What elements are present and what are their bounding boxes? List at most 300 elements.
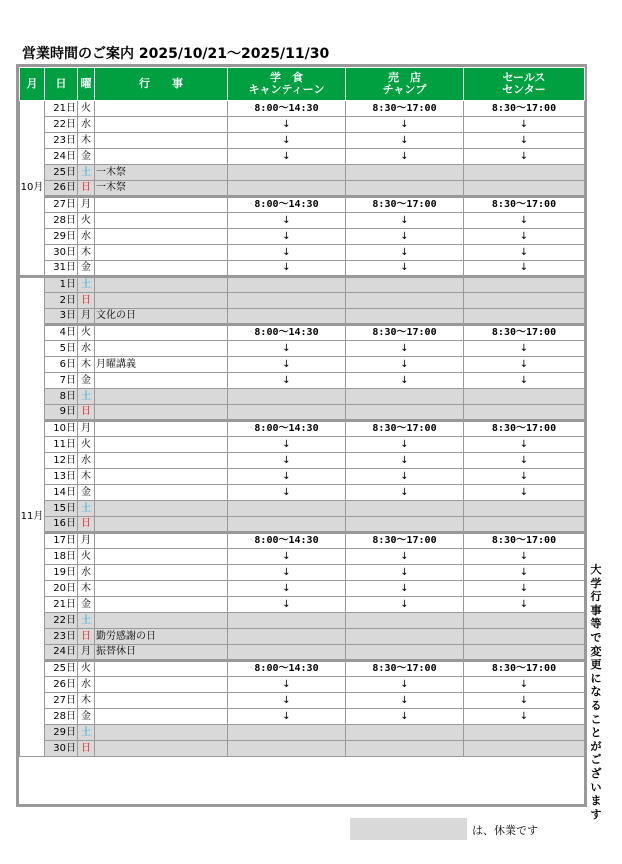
day-cell: 11日 xyxy=(45,437,78,453)
event-cell xyxy=(95,613,228,629)
hours-cell: 8:00～14:30 xyxy=(228,197,346,213)
same-hours-arrow-icon: ↓ xyxy=(346,213,464,229)
table-row xyxy=(20,741,585,757)
closed-cell xyxy=(464,645,585,661)
weekday-cell: 水 xyxy=(78,453,95,469)
same-hours-arrow-icon: ↓ xyxy=(346,341,464,357)
header-shop1-line2: キャンティーン xyxy=(248,83,325,96)
header-shop-sales-center xyxy=(464,68,585,101)
header-weekday: 曜 xyxy=(78,68,95,101)
same-hours-arrow-icon: ↓ xyxy=(228,261,346,277)
closed-cell xyxy=(464,293,585,309)
same-hours-arrow-icon: ↓ xyxy=(228,597,346,613)
day-cell: 31日 xyxy=(45,261,78,277)
day-cell: 25日 xyxy=(45,661,78,677)
event-cell: 勤労感謝の日 xyxy=(95,629,228,645)
table-row xyxy=(20,709,585,725)
weekday-cell: 火 xyxy=(78,437,95,453)
day-cell: 28日 xyxy=(45,709,78,725)
day-cell: 23日 xyxy=(45,133,78,149)
closed-cell xyxy=(346,629,464,645)
header-shop2-line2: チャンプ xyxy=(382,83,427,96)
hours-cell: 8:30～17:00 xyxy=(346,661,464,677)
weekday-cell: 日 xyxy=(78,741,95,757)
day-cell: 28日 xyxy=(45,213,78,229)
day-cell: 29日 xyxy=(45,229,78,245)
closed-cell xyxy=(464,309,585,325)
day-cell: 15日 xyxy=(45,501,78,517)
closed-cell xyxy=(228,165,346,181)
weekday-cell: 木 xyxy=(78,693,95,709)
closed-cell xyxy=(228,501,346,517)
same-hours-arrow-icon: ↓ xyxy=(228,213,346,229)
day-cell: 8日 xyxy=(45,389,78,405)
event-cell xyxy=(95,597,228,613)
weekday-cell: 日 xyxy=(78,629,95,645)
table-row xyxy=(20,197,585,213)
day-cell: 25日 xyxy=(45,165,78,181)
table-row xyxy=(20,421,585,437)
closed-cell xyxy=(346,613,464,629)
same-hours-arrow-icon: ↓ xyxy=(346,453,464,469)
table-row xyxy=(20,149,585,165)
day-cell: 20日 xyxy=(45,581,78,597)
day-cell: 7日 xyxy=(45,373,78,389)
table-row xyxy=(20,725,585,741)
weekday-cell: 木 xyxy=(78,133,95,149)
table-row xyxy=(20,165,585,181)
day-cell: 22日 xyxy=(45,613,78,629)
table-row xyxy=(20,469,585,485)
same-hours-arrow-icon: ↓ xyxy=(228,117,346,133)
table-row xyxy=(20,373,585,389)
same-hours-arrow-icon: ↓ xyxy=(228,677,346,693)
weekday-cell: 金 xyxy=(78,373,95,389)
event-cell: 振替休日 xyxy=(95,645,228,661)
event-cell xyxy=(95,549,228,565)
day-cell: 24日 xyxy=(45,645,78,661)
closed-cell xyxy=(464,165,585,181)
event-cell xyxy=(95,341,228,357)
table-row xyxy=(20,453,585,469)
event-cell: 文化の日 xyxy=(95,309,228,325)
same-hours-arrow-icon: ↓ xyxy=(228,453,346,469)
same-hours-arrow-icon: ↓ xyxy=(228,693,346,709)
day-cell: 3日 xyxy=(45,309,78,325)
event-cell xyxy=(95,501,228,517)
schedule-body xyxy=(20,101,585,757)
closed-cell xyxy=(346,293,464,309)
same-hours-arrow-icon: ↓ xyxy=(228,485,346,501)
table-row xyxy=(20,533,585,549)
table-row xyxy=(20,405,585,421)
table-row xyxy=(20,517,585,533)
same-hours-arrow-icon: ↓ xyxy=(464,133,585,149)
table-row xyxy=(20,293,585,309)
weekday-cell: 日 xyxy=(78,517,95,533)
same-hours-arrow-icon: ↓ xyxy=(346,117,464,133)
day-cell: 14日 xyxy=(45,485,78,501)
same-hours-arrow-icon: ↓ xyxy=(346,133,464,149)
event-cell xyxy=(95,213,228,229)
day-cell: 6日 xyxy=(45,357,78,373)
weekday-cell: 金 xyxy=(78,149,95,165)
closed-cell xyxy=(464,501,585,517)
event-cell xyxy=(95,565,228,581)
weekday-cell: 土 xyxy=(78,165,95,181)
hours-cell: 8:30～17:00 xyxy=(464,197,585,213)
header-shop3-line1: セールス xyxy=(502,71,546,84)
table-row xyxy=(20,581,585,597)
event-cell xyxy=(95,421,228,437)
event-cell xyxy=(95,693,228,709)
closed-cell xyxy=(346,517,464,533)
same-hours-arrow-icon: ↓ xyxy=(464,469,585,485)
closed-cell xyxy=(464,389,585,405)
closed-cell xyxy=(464,181,585,197)
event-cell xyxy=(95,101,228,117)
event-cell xyxy=(95,485,228,501)
same-hours-arrow-icon: ↓ xyxy=(228,245,346,261)
month-cell: 10月 xyxy=(20,101,45,277)
weekday-cell: 金 xyxy=(78,261,95,277)
same-hours-arrow-icon: ↓ xyxy=(228,357,346,373)
event-cell xyxy=(95,405,228,421)
same-hours-arrow-icon: ↓ xyxy=(464,693,585,709)
event-cell: 一木祭 xyxy=(95,181,228,197)
day-cell: 24日 xyxy=(45,149,78,165)
table-row xyxy=(20,645,585,661)
closed-cell xyxy=(464,277,585,293)
day-cell: 23日 xyxy=(45,629,78,645)
weekday-cell: 月 xyxy=(78,645,95,661)
day-cell: 19日 xyxy=(45,565,78,581)
header-shop1-line1: 学 食 xyxy=(270,71,303,84)
closed-cell xyxy=(346,309,464,325)
weekday-cell: 火 xyxy=(78,549,95,565)
hours-cell: 8:30～17:00 xyxy=(346,101,464,117)
day-cell: 30日 xyxy=(45,741,78,757)
event-cell xyxy=(95,117,228,133)
event-cell xyxy=(95,245,228,261)
same-hours-arrow-icon: ↓ xyxy=(464,373,585,389)
table-row xyxy=(20,101,585,117)
closed-cell xyxy=(228,645,346,661)
day-cell: 21日 xyxy=(45,597,78,613)
weekday-cell: 金 xyxy=(78,709,95,725)
day-cell: 21日 xyxy=(45,101,78,117)
same-hours-arrow-icon: ↓ xyxy=(228,341,346,357)
table-row xyxy=(20,325,585,341)
closed-cell xyxy=(346,645,464,661)
closed-cell xyxy=(346,405,464,421)
table-row xyxy=(20,389,585,405)
same-hours-arrow-icon: ↓ xyxy=(228,133,346,149)
weekday-cell: 日 xyxy=(78,293,95,309)
hours-cell: 8:30～17:00 xyxy=(346,325,464,341)
same-hours-arrow-icon: ↓ xyxy=(464,213,585,229)
same-hours-arrow-icon: ↓ xyxy=(346,357,464,373)
hours-cell: 8:00～14:30 xyxy=(228,661,346,677)
same-hours-arrow-icon: ↓ xyxy=(464,565,585,581)
closed-legend-swatch xyxy=(350,818,467,840)
hours-cell: 8:30～17:00 xyxy=(346,197,464,213)
event-cell xyxy=(95,725,228,741)
closed-cell xyxy=(464,405,585,421)
same-hours-arrow-icon: ↓ xyxy=(346,709,464,725)
weekday-cell: 金 xyxy=(78,485,95,501)
table-row xyxy=(20,597,585,613)
closed-cell xyxy=(346,181,464,197)
closed-cell xyxy=(228,613,346,629)
weekday-cell: 月 xyxy=(78,421,95,437)
same-hours-arrow-icon: ↓ xyxy=(346,485,464,501)
day-cell: 1日 xyxy=(45,277,78,293)
same-hours-arrow-icon: ↓ xyxy=(228,373,346,389)
same-hours-arrow-icon: ↓ xyxy=(464,341,585,357)
day-cell: 10日 xyxy=(45,421,78,437)
hours-cell: 8:00～14:30 xyxy=(228,533,346,549)
same-hours-arrow-icon: ↓ xyxy=(346,693,464,709)
day-cell: 12日 xyxy=(45,453,78,469)
event-cell xyxy=(95,517,228,533)
hours-cell: 8:00～14:30 xyxy=(228,421,346,437)
same-hours-arrow-icon: ↓ xyxy=(346,549,464,565)
weekday-cell: 火 xyxy=(78,325,95,341)
table-row xyxy=(20,181,585,197)
event-cell xyxy=(95,581,228,597)
header-day: 日 xyxy=(45,68,78,101)
table-row xyxy=(20,437,585,453)
table-row xyxy=(20,661,585,677)
same-hours-arrow-icon: ↓ xyxy=(464,581,585,597)
closed-cell xyxy=(228,517,346,533)
table-header-row xyxy=(20,68,585,101)
table-row xyxy=(20,629,585,645)
same-hours-arrow-icon: ↓ xyxy=(464,485,585,501)
weekday-cell: 月 xyxy=(78,309,95,325)
table-row xyxy=(20,229,585,245)
event-cell xyxy=(95,677,228,693)
same-hours-arrow-icon: ↓ xyxy=(346,229,464,245)
same-hours-arrow-icon: ↓ xyxy=(346,437,464,453)
closed-cell xyxy=(228,181,346,197)
same-hours-arrow-icon: ↓ xyxy=(464,453,585,469)
same-hours-arrow-icon: ↓ xyxy=(464,597,585,613)
same-hours-arrow-icon: ↓ xyxy=(464,357,585,373)
same-hours-arrow-icon: ↓ xyxy=(346,581,464,597)
day-cell: 26日 xyxy=(45,677,78,693)
header-shop-canteen xyxy=(228,68,346,101)
closed-cell xyxy=(228,741,346,757)
same-hours-arrow-icon: ↓ xyxy=(346,373,464,389)
day-cell: 13日 xyxy=(45,469,78,485)
table-row xyxy=(20,341,585,357)
weekday-cell: 火 xyxy=(78,661,95,677)
header-shop3-line2: センター xyxy=(502,83,546,96)
event-cell xyxy=(95,437,228,453)
table-row xyxy=(20,117,585,133)
event-cell xyxy=(95,389,228,405)
same-hours-arrow-icon: ↓ xyxy=(346,677,464,693)
weekday-cell: 水 xyxy=(78,565,95,581)
day-cell: 18日 xyxy=(45,549,78,565)
same-hours-arrow-icon: ↓ xyxy=(346,469,464,485)
weekday-cell: 水 xyxy=(78,229,95,245)
table-row xyxy=(20,693,585,709)
closed-cell xyxy=(228,293,346,309)
table-row xyxy=(20,501,585,517)
weekday-cell: 土 xyxy=(78,613,95,629)
hours-cell: 8:30～17:00 xyxy=(346,533,464,549)
closed-cell xyxy=(346,165,464,181)
event-cell xyxy=(95,373,228,389)
weekday-cell: 木 xyxy=(78,469,95,485)
event-cell xyxy=(95,277,228,293)
event-cell xyxy=(95,229,228,245)
table-row xyxy=(20,677,585,693)
weekday-cell: 火 xyxy=(78,101,95,117)
same-hours-arrow-icon: ↓ xyxy=(346,597,464,613)
closed-cell xyxy=(346,277,464,293)
day-cell: 9日 xyxy=(45,405,78,421)
event-cell xyxy=(95,197,228,213)
event-cell xyxy=(95,661,228,677)
weekday-cell: 火 xyxy=(78,213,95,229)
weekday-cell: 土 xyxy=(78,277,95,293)
day-cell: 5日 xyxy=(45,341,78,357)
hours-cell: 8:00～14:30 xyxy=(228,325,346,341)
weekday-cell: 水 xyxy=(78,677,95,693)
hours-cell: 8:30～17:00 xyxy=(464,101,585,117)
month-cell: 11月 xyxy=(20,277,45,757)
event-cell xyxy=(95,709,228,725)
same-hours-arrow-icon: ↓ xyxy=(228,581,346,597)
same-hours-arrow-icon: ↓ xyxy=(346,565,464,581)
same-hours-arrow-icon: ↓ xyxy=(464,677,585,693)
table-row xyxy=(20,213,585,229)
table-row xyxy=(20,565,585,581)
same-hours-arrow-icon: ↓ xyxy=(228,565,346,581)
closed-cell xyxy=(228,725,346,741)
same-hours-arrow-icon: ↓ xyxy=(464,245,585,261)
change-notice: 大学行事等で変更になることがございます xyxy=(590,563,602,821)
closed-cell xyxy=(346,501,464,517)
closed-cell xyxy=(346,389,464,405)
day-cell: 4日 xyxy=(45,325,78,341)
page-title: 営業時間のご案内 2025/10/21～2025/11/30 xyxy=(22,46,330,62)
header-event: 行 事 xyxy=(95,68,228,101)
table-row xyxy=(20,613,585,629)
event-cell xyxy=(95,133,228,149)
closed-cell xyxy=(346,741,464,757)
hours-cell: 8:30～17:00 xyxy=(464,533,585,549)
same-hours-arrow-icon: ↓ xyxy=(464,117,585,133)
same-hours-arrow-icon: ↓ xyxy=(346,261,464,277)
weekday-cell: 土 xyxy=(78,501,95,517)
weekday-cell: 木 xyxy=(78,245,95,261)
closed-cell xyxy=(464,629,585,645)
event-cell: 一木祭 xyxy=(95,165,228,181)
table-row xyxy=(20,133,585,149)
hours-cell: 8:00～14:30 xyxy=(228,101,346,117)
event-cell xyxy=(95,533,228,549)
hours-cell: 8:30～17:00 xyxy=(346,421,464,437)
event-cell xyxy=(95,149,228,165)
event-cell xyxy=(95,469,228,485)
day-cell: 2日 xyxy=(45,293,78,309)
table-row xyxy=(20,277,585,293)
same-hours-arrow-icon: ↓ xyxy=(228,229,346,245)
closed-cell xyxy=(228,309,346,325)
event-cell xyxy=(95,325,228,341)
table-row xyxy=(20,357,585,373)
same-hours-arrow-icon: ↓ xyxy=(346,245,464,261)
weekday-cell: 金 xyxy=(78,597,95,613)
table-row xyxy=(20,245,585,261)
same-hours-arrow-icon: ↓ xyxy=(346,149,464,165)
header-shop-champ xyxy=(346,68,464,101)
closed-legend-text: は、休業です xyxy=(472,824,538,837)
closed-cell xyxy=(464,613,585,629)
weekday-cell: 木 xyxy=(78,357,95,373)
weekday-cell: 月 xyxy=(78,197,95,213)
weekday-cell: 日 xyxy=(78,405,95,421)
same-hours-arrow-icon: ↓ xyxy=(464,229,585,245)
same-hours-arrow-icon: ↓ xyxy=(228,709,346,725)
day-cell: 27日 xyxy=(45,197,78,213)
closed-cell xyxy=(464,725,585,741)
table-row xyxy=(20,261,585,277)
event-cell xyxy=(95,261,228,277)
schedule-table xyxy=(19,67,585,757)
weekday-cell: 水 xyxy=(78,341,95,357)
schedule-table-frame xyxy=(16,64,587,807)
day-cell: 17日 xyxy=(45,533,78,549)
table-row xyxy=(20,485,585,501)
event-cell xyxy=(95,741,228,757)
event-cell: 月曜講義 xyxy=(95,357,228,373)
event-cell xyxy=(95,453,228,469)
closed-cell xyxy=(464,741,585,757)
hours-cell: 8:30～17:00 xyxy=(464,421,585,437)
header-month: 月 xyxy=(20,68,45,101)
same-hours-arrow-icon: ↓ xyxy=(464,709,585,725)
day-cell: 29日 xyxy=(45,725,78,741)
table-row xyxy=(20,309,585,325)
closed-cell xyxy=(228,405,346,421)
weekday-cell: 木 xyxy=(78,581,95,597)
same-hours-arrow-icon: ↓ xyxy=(464,549,585,565)
same-hours-arrow-icon: ↓ xyxy=(228,549,346,565)
day-cell: 26日 xyxy=(45,181,78,197)
same-hours-arrow-icon: ↓ xyxy=(228,437,346,453)
hours-cell: 8:30～17:00 xyxy=(464,661,585,677)
weekday-cell: 土 xyxy=(78,389,95,405)
event-cell xyxy=(95,293,228,309)
header-shop2-line1: 売 店 xyxy=(388,71,421,84)
weekday-cell: 水 xyxy=(78,117,95,133)
weekday-cell: 月 xyxy=(78,533,95,549)
table-row xyxy=(20,549,585,565)
day-cell: 27日 xyxy=(45,693,78,709)
same-hours-arrow-icon: ↓ xyxy=(464,261,585,277)
day-cell: 22日 xyxy=(45,117,78,133)
closed-cell xyxy=(228,389,346,405)
closed-cell xyxy=(346,725,464,741)
closed-cell xyxy=(228,629,346,645)
weekday-cell: 日 xyxy=(78,181,95,197)
